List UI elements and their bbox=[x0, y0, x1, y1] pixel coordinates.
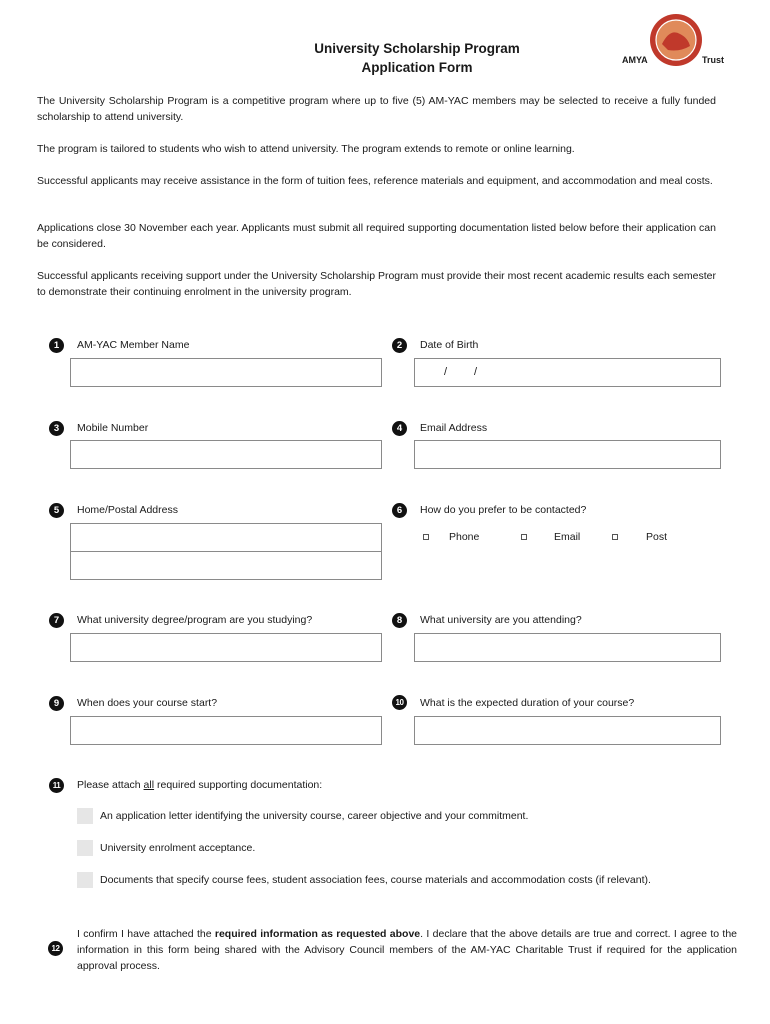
mobile-number-label: Mobile Number bbox=[77, 422, 149, 434]
intro-paragraph-5: Successful applicants receiving support under the University Scholarship Program must provide their most recent academic results each semester to demonstrate their continuing enrolment in the university program. bbox=[37, 270, 716, 298]
step-number-10: 10 bbox=[392, 695, 407, 710]
date-of-birth-label: Date of Birth bbox=[420, 339, 479, 351]
step-number-9: 9 bbox=[49, 696, 64, 711]
logo-text-left: AMYA bbox=[622, 55, 648, 65]
declaration-text: I confirm I have attached the required information as requested above. I declare that the above details are true and correct. I agree to the information in this form being shared with the Advisory Council members of the AM-YAC Charitable Trust if required for the application approval process. bbox=[77, 928, 737, 972]
step-number-7: 7 bbox=[49, 613, 64, 628]
dob-separator: / bbox=[444, 366, 448, 378]
step-number-6: 6 bbox=[392, 503, 407, 518]
phone-checkbox[interactable] bbox=[423, 534, 429, 540]
step-number-8: 8 bbox=[392, 613, 407, 628]
member-name-label: AM-YAC Member Name bbox=[77, 339, 190, 351]
step-number-12: 12 bbox=[48, 941, 63, 956]
course-start-label: When does your course start? bbox=[77, 697, 218, 709]
intro-paragraph-1: The University Scholarship Program is a competitive program where up to five (5) AM-YAC members may be selected to receive a fully funded scholarship to attend university. bbox=[37, 95, 716, 123]
date-of-birth-field[interactable] bbox=[414, 358, 721, 387]
course-duration-label: What is the expected duration of your course? bbox=[420, 697, 635, 709]
form-subtitle: Application Form bbox=[361, 60, 473, 75]
attachment-checkbox-enrolment[interactable] bbox=[77, 840, 93, 856]
postal-address-line-1[interactable] bbox=[70, 523, 382, 552]
university-label: What university are you attending? bbox=[420, 614, 582, 626]
member-name-field[interactable] bbox=[70, 358, 382, 387]
attachment-item-label: An application letter identifying the university course, career objective and your commitment. bbox=[100, 810, 529, 822]
attachments-label: Please attach all required supporting documentation: bbox=[77, 779, 323, 791]
step-number-4: 4 bbox=[392, 421, 407, 436]
mobile-number-field[interactable] bbox=[70, 440, 382, 469]
step-number-1: 1 bbox=[49, 338, 64, 353]
phone-option-label: Phone bbox=[449, 531, 480, 543]
post-option-label: Post bbox=[646, 531, 668, 543]
post-checkbox[interactable] bbox=[612, 534, 618, 540]
intro-paragraph-4: Applications close 30 November each year. Applicants must submit all required supporting documentation listed below before their application can be considered. bbox=[37, 222, 716, 250]
email-address-label: Email Address bbox=[420, 422, 488, 434]
degree-program-field[interactable] bbox=[70, 633, 382, 662]
step-number-5: 5 bbox=[49, 503, 64, 518]
course-start-field[interactable] bbox=[70, 716, 382, 745]
postal-address-label: Home/Postal Address bbox=[77, 504, 178, 516]
logo-text-right: Trust bbox=[702, 55, 725, 65]
email-address-field[interactable] bbox=[414, 440, 721, 469]
attachment-checkbox-fees[interactable] bbox=[77, 872, 93, 888]
form-title: University Scholarship Program bbox=[314, 41, 520, 56]
postal-address-line-2[interactable] bbox=[70, 551, 382, 580]
dob-separator: / bbox=[474, 366, 478, 378]
degree-program-label: What university degree/program are you studying? bbox=[77, 614, 313, 626]
attachment-checkbox-letter[interactable] bbox=[77, 808, 93, 824]
email-checkbox[interactable] bbox=[521, 534, 527, 540]
step-number-2: 2 bbox=[392, 338, 407, 353]
intro-paragraph-2: The program is tailored to students who wish to attend university. The program extends to remote or online learning. bbox=[37, 143, 575, 155]
university-field[interactable] bbox=[414, 633, 721, 662]
course-duration-field[interactable] bbox=[414, 716, 721, 745]
contact-preference-label: How do you prefer to be contacted? bbox=[420, 504, 587, 516]
intro-paragraph-3: Successful applicants may receive assistance in the form of tuition fees, reference materials and equipment, and accommodation and meal costs. bbox=[37, 175, 713, 187]
email-option-label: Email bbox=[554, 531, 581, 543]
attachment-item-label: University enrolment acceptance. bbox=[100, 842, 256, 854]
organization-logo bbox=[622, 14, 732, 74]
step-number-11: 11 bbox=[49, 778, 64, 793]
attachment-item-label: Documents that specify course fees, student association fees, course materials and accommodation costs (if relevant). bbox=[100, 874, 651, 886]
step-number-3: 3 bbox=[49, 421, 64, 436]
